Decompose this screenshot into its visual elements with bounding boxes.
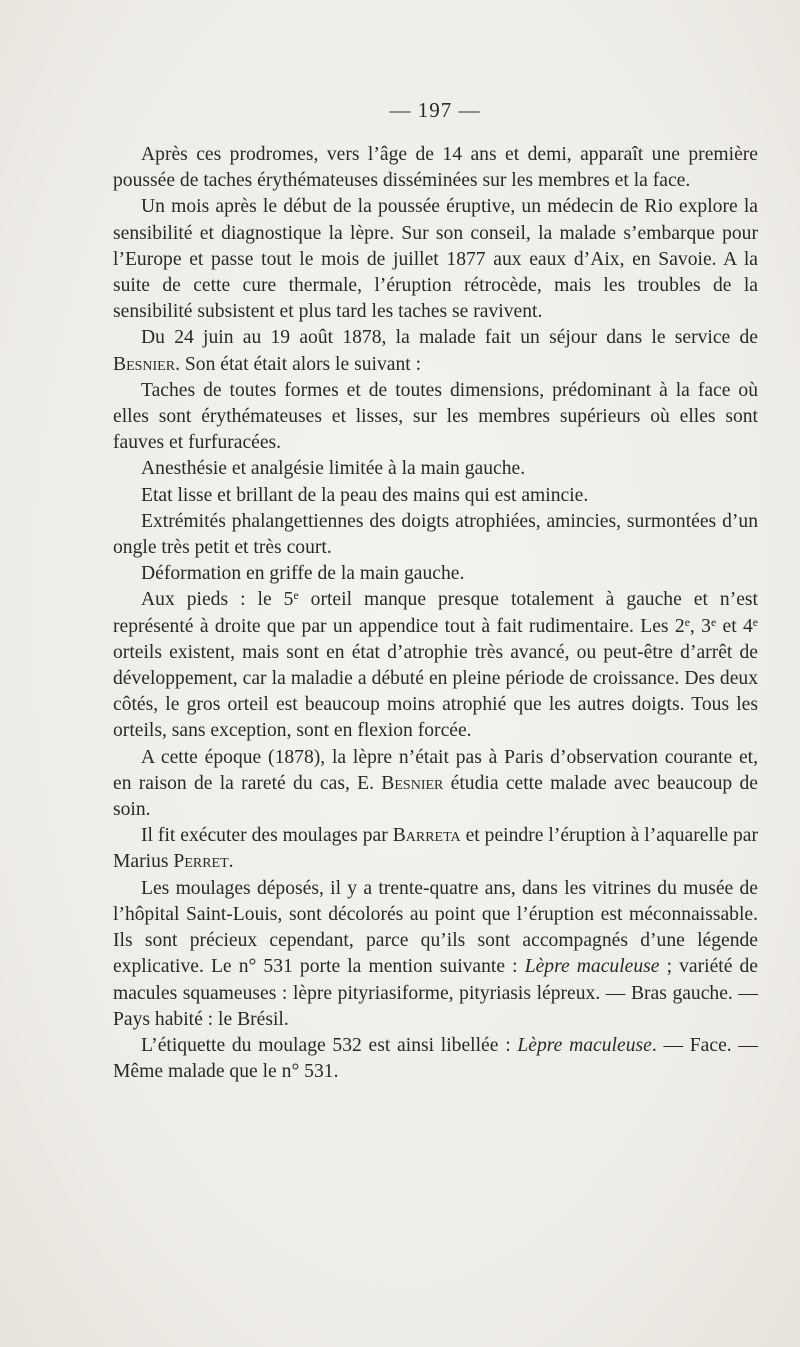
text-run: Les moulages déposés, il y a trente-quatre ans, dans les vitrines du musée de l’hôpital Saint-Louis, sont décolorés au point que l’éruption est méconnaissable. Ils sont précieux cependant, parce qu’ils sont accompagnés d’une légende explicative. Le n° 531 porte la mention suivante : — [113, 877, 758, 978]
paragraph — [113, 325, 758, 377]
paragraph — [113, 876, 758, 1033]
text-run: A cette époque (1878), la lèpre n’était pas à Paris d’observation courante et, en raison de la rareté du cas, E. — [113, 746, 758, 794]
page-number: — 197 — — [389, 98, 481, 122]
paragraph: Taches de toutes formes et de toutes dimensions, prédominant à la face où elles sont érythémateuses et lisses, sur les membres supérieurs où elles sont fauves et furfuracées. — [113, 379, 758, 454]
text-run: ; variété de macules squameuses : lèpre pityriasiforme, pityriasis lépreux. — Bras gauche. — Pays habité : le Brésil. — [113, 956, 758, 1030]
paragraph — [113, 1033, 758, 1085]
text-run: . — [228, 851, 234, 873]
paragraph: Un mois après le début de la poussée éruptive, un médecin de Rio explore la sensibilité et diagnostique la lèpre. Sur son conseil, la malade s’embarque pour l’Europe et passe tout le mois de juillet 1877 aux eaux d’Aix, en Savoie. A la suite de cette cure thermale, l’éruption rétrocède, mais les troubles de la sensibilité subsistent et plus tard les taches se ravivent. — [113, 196, 758, 323]
author-name: Besnier — [381, 772, 444, 794]
text-run: Du 24 juin au 19 août 1878, la malade fait un séjour dans le service de — [141, 327, 758, 349]
paragraph: Après ces prodromes, vers l’âge de 14 ans et demi, apparaît une première poussée de taches érythémateuses disséminées sur les membres et la face. — [113, 144, 758, 192]
text-run: , 3 — [689, 615, 711, 637]
paragraph: Déformation en griffe de la main gauche. — [141, 563, 465, 585]
italic-label: Lèpre maculeuse — [517, 1034, 652, 1056]
paragraph — [113, 587, 758, 744]
text-run: L’étiquette du moulage 532 est ainsi libellée : — [141, 1034, 511, 1056]
author-name: Barreta — [392, 825, 461, 847]
text-run: orteils existent, mais sont en état d’atrophie très avancé, ou peut-être d’arrêt de développement, car la maladie a débuté en pleine période de croissance. Des deux côtés, le gros orteil est beaucoup moins atrophié que les autres doigts. Tous les orteils, sans exception, sont en flexion forcée. — [113, 641, 758, 742]
paragraph: Extrémités phalangettiennes des doigts atrophiées, amincies, surmontées d’un ongle très petit et très court. — [113, 510, 758, 559]
text-run: . — Face. — Même malade que le n° 531. — [113, 1034, 758, 1083]
text-run: Il fit exécuter des moulages par — [141, 825, 388, 847]
text-run: Aux pieds : le 5 — [141, 589, 294, 611]
superscript: e — [293, 589, 299, 603]
italic-label: Lèpre maculeuse — [524, 956, 660, 978]
superscript: e — [752, 615, 759, 629]
text-run: et peindre l’éruption à l’aquarelle par Marius — [113, 825, 758, 873]
text-run: étudia cette malade avec beaucoup de soin. — [113, 772, 758, 821]
paragraph — [113, 823, 758, 875]
paragraph: Anesthésie et analgésie limitée à la main gauche. — [141, 458, 526, 480]
author-name: Perret — [173, 851, 229, 873]
paragraph — [113, 745, 758, 824]
author-name: Besnier — [113, 353, 176, 375]
text-run: orteil manque presque totalement à gauche et n’est représenté à droite que par un appendice tout à fait rudimentaire. Les 2 — [113, 589, 759, 637]
body-text — [113, 142, 758, 1085]
superscript: e — [710, 615, 717, 629]
paragraph: Etat lisse et brillant de la peau des mains qui est amincie. — [141, 484, 589, 506]
text-run: . Son état était alors le suivant : — [175, 353, 422, 375]
superscript: e — [684, 615, 690, 629]
text-run: et 4 — [716, 615, 753, 637]
